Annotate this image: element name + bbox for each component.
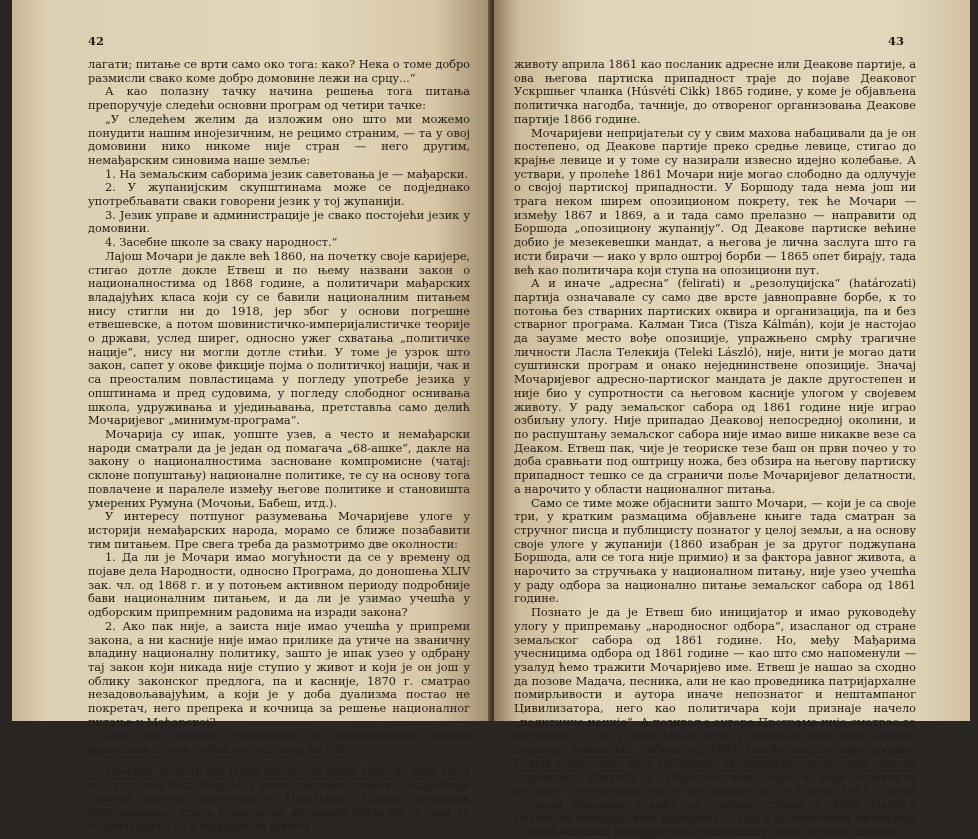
paragraph: Мочарија су ипак, уопште узев, а често и немађарски народи сматрали да је један од помагача „68-ашке“, дакле на закону о националностима засноване компромисне (чатај: склоне попуштању) националне политике, те су на основу тога повлачене и паралеле између његове политике и становишта умерених Румуна (Мочоњи, Бабеш, итд.).: [88, 426, 470, 510]
paragraph: Мочари, политички јавни писац, од краја 1860 до маја 1861 на ступцима Pesti Napló-а у више уводних чланака подробније тумачи начела изнесена у Програму. Млади посланик Мезекевешког среза Боршодске жупаније (било му је тада 35 година) јавља се у мађарском јавном: [88, 763, 470, 833]
paragraph: 1. Да ли је Мочари имао могућности да се у времену од појаве дела Народности, односно Програма, до доношења XLIV зак. чл. од 1868 г. и у потоњем активном периоду подробније бави националним питањем, и да ли је узимао учешћа у одборским припремним радовима на изради закона?: [88, 550, 470, 620]
paragraph: 2. Ако пак није, а заиста није имао учешћа у припреми закона, а ни касније није имао прилике да утиче на званичну владину националну политику, зашто је ипак узео у одбрану тај закон који никада није ступио у живот и који је он још у облику законског предлога, па и касније, 1870 г. сматрао незадовољавајућим, а који је у доба дуализма постао не покретач, него препрека и кочница за решење националног питања у Мађарској?: [88, 618, 470, 729]
paragraph: животу априла 1861 као посланик адресне или Деакове партије, а ова његова партиска припадност траје до појаве Деаковог Ускршњег чланка (Húsvéti Cikk) 1865 године, у коме је објављена политичка нагодба, тачније, до отвореног организовања Деакове партије 1866 године.: [514, 57, 916, 126]
right-page: [494, 0, 970, 839]
paragraph: лагати; питање се врти само око тога: како? Нека о томе добро размисли свако коме добро домовине лежи на срцу...“: [88, 57, 470, 85]
paragraph: „У следећем желим да изложим оно што ми можемо понудити нашим инојезичним, не рецимо страним, — та у овој домовини нико никоме није стран — него другим, немађарским синовима наше земље:: [88, 111, 470, 167]
paragraph: Само се тиме може објаснити зашто Мочари, — који је са своје три, у кратким размацима објављене књиге тада сматран за стручног писца и публицисту познатог у целој земљи, а на основу своје улоге у жупанији (1860 изабран је за другог поджупана Боршода, али се тога није примио) и за фактора јавног живота, а нарочито за стручњака у националном питању, није узео учешћа у раду одбора за национално питање земаљског сабора од 1861 године.: [514, 495, 916, 606]
paragraph: 2. У жупанијским скупштинама може се подједнако употребљавати сваки говорени језик у тој жупанији.: [88, 180, 470, 209]
paragraph: Лајош Мочари је дакле већ 1860, на почетку своје каријере, стигао дотле докле Етвеш и по њему названи закон о националностима од 1868 године, а политичари мађарских владајућих класа који су се бавили националним питањем нису стигли ни до 1918, јер због у основи погрешне етвешевске, а потом шовинистичко-империјалистичке теорије о држави, услед ширег, односно ужег схватања „политичке нације“, нису ни могли дотле стићи. У томе је узрок што закон, сапет у окове фикције појма о политичкој нацији, чак и са преосталим повластицама у погледу употребе језика у општинама и пред судовима, у погледу слободног оснивања школа, удруживања и уједињавања, претставља само делић Мочаријевог „минимум-програма“.: [88, 248, 470, 428]
paragraph: Познато је да је Етвеш био иницијатор и имао руководећу улогу у припремању „народносног одбора“, изасланог од стране земаљског сабора од 1861 године. Но, међу Мађарима учесницима одбора од 1861 године — као што смо напоменули — узалуд ћемо тражити Мочаријево име. Етвеш је нашао за сходно да позове Мадача, песника, али не као проведника патријархалне помирљивости и аутора иначе непознатог и нештампаног Цивилизатора, него као политичара који признаје начело „политичке нације“. А позиваље аутора Програма није сматрао за потребно, и то у опај одбор који у кратком али таке битном периоду земаљског сабора од 1861 такође ништа није урадио. Етвеш очигледно није заборавио Мочаријеву оштру, али сваком оправдану критику у Народностима, која и није одјекнула потпуно безуспешно, јер је изгледало да се Етвеш 1861 у свом јесењем уводном чланку од читаве стране у Pesti Napló-у упућеном немађарским народима — бар у делимичним питањима — приближавао Мочаријевом становишту, боље речено јавном: [514, 605, 916, 839]
paragraph: А као полазну тачку начина решења тога питања препоручује следећи основни програм од четири тачке:: [88, 84, 470, 113]
page-number: 43: [887, 34, 904, 48]
paragraph: Ако ова питања повежемо са Мочаријевим даљим животним путем, добићемо одговор на оба.: [88, 728, 470, 757]
left-page: [12, 0, 492, 833]
paragraph: 3. Језик управе и администрације је свако постојећи језик у домовини.: [88, 207, 470, 236]
paragraph: Мочаријеви непријатељи су у свим махова набацивали да је он постепено, од Деакове партије преко средње левице, стигао до крајње левице и у томе су назирали извесно идејно колебање. А уствари, у пролеће 1861 Мочари није могао слободно да одлучује о својој партиској припадности. У Боршоду тада нема још ни трага неком ширем опозиционом покрету, тек ће Мочари — између 1867 и 1869, а и тада само прелазно — направити од Боршода „опозициону жупанију“. Од Деакове партиске већине добио је мезекевешки мандат, а његова је лична заслуга што га исти бирачи — иако у врло оштрој борби — 1865 опет бирају, тада већ као политичара који ступа на опозициони пут.: [514, 125, 916, 277]
page-number: 42: [88, 34, 105, 48]
page-body: [514, 58, 916, 839]
page-body: [88, 58, 470, 833]
paragraph: А и иначе „адресна“ (feliratі) и „резолуцијска“ (határozati) партија означавале су само две врсте јавноправне борбе, к то потоња без стварних партиских оквира и организација, па и без стварног програма. Калман Тиса (Tisza Kálmán), који је настојао да заузме место вође опозиције, упражњено смрћу трагичне личности Ласла Телекија (Teleki László), није, нити је могао дати суштински програм и онако неједнинствене опозиције. Значај Мочаријевог адресно-партиског мандата је дакле другостепен и није био у супротности са његовом касније улогом у својевем животу. У раду земаљског сабора од 1861 године није играо озбиљну улогу. Није припадао Деаковој непосредној околини, и по распуштању земаљског сабора није имао више никакве везе са Деаком. Етвеш пак, чије је теориске тезе баш он први почео у то доба сравњати под оштрицу ножа, без обзира на његову партиску припадност тешко се да сграничи поље Мочаријевог делатности, а нарочито у области националног питања.: [514, 276, 916, 496]
paragraph: У интересу потпуног разумевања Мочаријеве улоге у историји немађарских народа, морамо се ближе позабавити тим питањем. Пре свега треба да размотримо две околности:: [88, 509, 470, 551]
paragraph: 4. Засебне школе за сваку народност.“: [105, 235, 338, 250]
paragraph: 1. На земаљским саборима језик саветовања је — мађарски.: [105, 166, 469, 181]
